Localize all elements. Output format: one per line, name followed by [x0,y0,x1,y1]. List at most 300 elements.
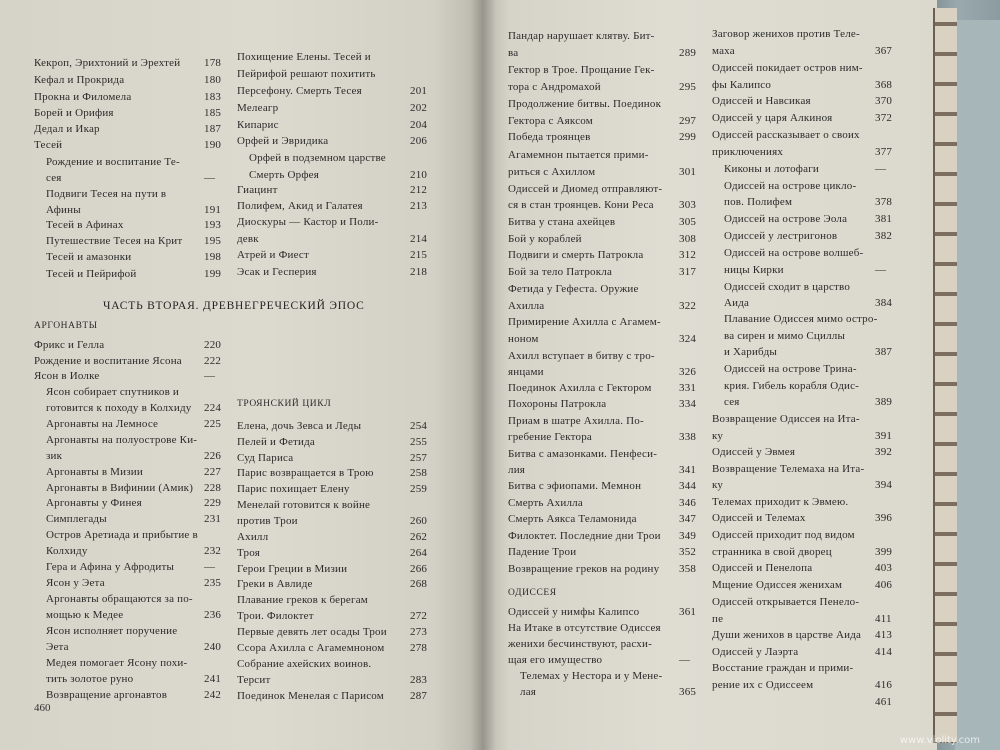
toc-entry [508,480,641,493]
toc-entry [237,200,363,213]
toc-entry-title: Одиссей у лестригонов [724,230,838,242]
toc-entry-title: Фрикс и Гелла [34,339,105,351]
toc-entry-title: Гектор в Трое. Прощание Гек- [508,64,655,76]
toc-entry [724,396,740,409]
subheading-odyssey: ОДИССЕЯ [508,588,557,598]
toc-entry-title: Тесей и амазонки [46,251,132,263]
toc-entry [237,266,317,279]
toc-entry [249,152,386,165]
toc-entry [46,609,123,622]
toc-entry [712,112,832,125]
toc-entry-title: Одиссей и Пенелопа [712,562,813,574]
toc-entry-title: Примирение Ахилла с Агамем- [508,316,661,328]
toc-entry [237,499,370,512]
toc-entry [508,530,661,543]
toc-entry [712,546,832,559]
toc-entry-title: Ясон у Эета [46,577,105,589]
toc-entry-page-number: 225 [204,418,222,430]
toc-entry-page-number: 185 [204,107,222,119]
toc-entry-title: Подвиги и смерть Патрокла [508,249,644,261]
toc-entry-page-number: 260 [410,515,428,527]
toc-entry-title: Прокна и Филомела [34,91,132,103]
toc-entry [724,313,877,326]
subheading-argonauts: АРГОНАВТЫ [34,321,98,331]
toc-entry-title: Одиссей приходит под видом [712,529,855,541]
toc-entry-page-number: 322 [679,300,697,312]
toc-entry [508,333,539,346]
toc-entry-page-number: 195 [204,235,222,247]
toc-entry [508,431,592,444]
toc-entry-title: Елена, дочь Зевса и Леды [237,420,362,432]
toc-entry-page-number: 361 [679,606,697,618]
toc-entry [508,606,639,619]
section-heading: ЧАСТЬ ВТОРАЯ. ДРЕВНЕГРЕЧЕСКИЙ ЭПОС [103,300,365,312]
toc-entry-title: тора с Андромахой [508,81,601,93]
toc-entry-title: Атрей и Фиест [237,249,310,261]
toc-entry-title: Путешествие Тесея на Крит [46,235,183,247]
toc-entry-title: Греки в Авлиде [237,578,313,590]
toc-entry-title: Восстание граждан и прими- [712,662,854,674]
toc-entry-page-number: 372 [875,112,893,124]
toc-entry-page-number: 232 [204,545,222,557]
toc-entry [508,464,525,477]
toc-entry-title: Гера и Афина у Афродиты [46,561,175,573]
toc-entry-page-number: 326 [679,366,697,378]
toc-entry [34,107,114,120]
toc-entry [237,547,260,560]
toc-entry-page-number: 289 [679,47,697,59]
toc-entry-title: Души женихов в царстве Аида [712,629,862,641]
toc-entry-page-number: 403 [875,562,893,574]
toc-entry [508,654,602,667]
toc-entry [237,233,259,246]
toc-entry [508,316,661,329]
toc-entry-page-number: 201 [410,85,428,97]
toc-entry-title: зик [46,450,63,462]
toc-entry [712,28,860,41]
toc-entry-page-number: 396 [875,512,893,524]
toc-entry [508,249,643,262]
toc-entry [46,434,197,447]
toc-entry-page-number: — [204,172,216,184]
toc-entry-page-number: 308 [679,233,697,245]
toc-entry-title: Диоскуры — Кастор и Поли- [237,216,379,228]
toc-entry-title: сея [724,396,740,408]
toc-entry [724,180,856,193]
toc-entry [712,146,783,159]
page-number: 460 [34,702,51,714]
toc-entry [712,679,813,692]
toc-entry [724,247,863,260]
toc-entry-title: Персефону. Смерть Тесея [237,85,362,97]
toc-entry-title: Кефал и Прокрида [34,74,125,86]
toc-entry-title: Победа троянцев [508,131,591,143]
toc-entry [237,184,278,197]
toc-entry [712,646,798,659]
subheading-trojan-cycle: ТРОЯНСКИЙ ЦИКЛ [237,399,332,409]
toc-entry-title: лия [508,464,526,476]
toc-entry-title: Одиссей и Навсикая [712,95,811,107]
toc-entry-page-number: 338 [679,431,697,443]
toc-entry-title: Терсит [237,674,271,686]
toc-entry [237,249,309,262]
toc-entry-title: маха [712,45,735,57]
toc-entry [712,562,812,575]
toc-entry [724,213,847,226]
toc-entry-title: Падение Трои [508,546,577,558]
toc-entry-title: гребение Гектора [508,431,592,443]
toc-entry [237,578,313,591]
toc-entry-title: Приам в шатре Ахилла. По- [508,415,644,427]
toc-entry-page-number: 283 [410,674,428,686]
toc-entry-title: против Трои [237,515,298,527]
toc-entry-page-number: 406 [875,579,893,591]
toc-entry [46,402,191,415]
toc-entry-page-number: 198 [204,251,222,263]
toc-entry-title: Одиссей открывается Пенело- [712,596,860,608]
toc-entry [237,452,293,465]
toc-entry-page-number: 347 [679,513,697,525]
toc-entry [46,268,136,281]
toc-entry-page-number: 370 [875,95,893,107]
toc-entry [237,515,298,528]
toc-entry [508,382,652,395]
toc-entry-page-number: 190 [204,139,222,151]
toc-entry-title: Агамемнон пытается прими- [508,149,649,161]
toc-entry [724,363,857,376]
toc-entry-title: ва сирен и мимо Сциллы [724,330,846,342]
toc-entry [46,466,143,479]
toc-entry-page-number: 236 [204,609,222,621]
toc-entry [34,139,62,152]
toc-entry [46,641,69,654]
toc-entry [508,98,661,111]
toc-entry-title: Одиссей у Лаэрта [712,646,799,658]
toc-entry-title: Аида [724,297,750,309]
toc-entry-title: Одиссей на острове волшеб- [724,247,864,259]
toc-entry-title: Одиссей у нимфы Калипсо [508,606,640,618]
toc-entry-title: Плавание греков к берегам [237,594,368,606]
toc-entry-page-number: 222 [204,355,222,367]
toc-entry [724,264,784,277]
toc-entry [712,629,861,642]
toc-entry-page-number: 214 [410,233,428,245]
toc-entry-page-number: 399 [875,546,893,558]
toc-entry-title: Одиссей рассказывает о своих [712,129,860,141]
toc-entry-title: Суд Париса [237,452,294,464]
toc-entry-title: Заговор женихов против Теле- [712,28,860,40]
toc-entry [712,496,848,509]
toc-entry-title: Эсак и Гесперия [237,266,317,278]
toc-entry-page-number: 392 [875,446,893,458]
toc-entry [712,45,735,58]
toc-entry-title: Аргонавты обращаются за по- [46,593,193,605]
toc-entry [724,196,792,209]
toc-entry [237,135,328,148]
toc-entry-page-number: 242 [204,689,222,701]
toc-entry [237,119,279,132]
toc-entry-page-number: 414 [875,646,893,658]
toc-entry-title: Одиссей у царя Алкиноя [712,112,833,124]
toc-entry [724,230,837,243]
toc-entry-page-number: 224 [204,402,222,414]
toc-entry [237,436,315,449]
toc-entry-title: приключениях [712,146,784,158]
toc-entry-title: Одиссей покидает остров ним- [712,62,863,74]
toc-entry-title: сея [46,172,62,184]
toc-entry-title: ницы Кирки [724,264,784,276]
toc-entry-page-number: 312 [679,249,697,261]
toc-entry [712,430,723,443]
toc-entry-page-number: 210 [410,169,428,181]
toc-entry-title: Полифем, Акид и Галатея [237,200,363,212]
toc-entry-page-number: 255 [410,436,428,448]
toc-entry-page-number: 268 [410,578,428,590]
toc-entry-page-number: 206 [410,135,428,147]
background-book-edge [955,20,1000,750]
toc-entry [46,689,167,702]
toc-entry-page-number: 254 [410,420,428,432]
toc-entry [237,531,268,544]
toc-entry-page-number: 231 [204,513,222,525]
toc-entry-title: Одиссей на острове цикло- [724,180,857,192]
toc-entry-title: Мелеагр [237,102,279,114]
toc-entry [46,418,158,431]
toc-entry-page-number: 391 [875,430,893,442]
toc-entry [508,64,655,77]
toc-entry-page-number: 235 [204,577,222,589]
toc-entry-title: Телемах приходит к Эвмею. [712,496,849,508]
toc-entry [34,91,131,104]
toc-entry-page-number: — [679,654,691,666]
toc-entry [724,163,819,176]
toc-entry-page-number: 264 [410,547,428,559]
left-page [0,0,482,750]
toc-entry [712,95,811,108]
toc-entry-title: рение их с Одиссеем [712,679,814,691]
toc-entry-title: ноном [508,333,539,345]
toc-entry-title: Орфей и Эвридика [237,135,329,147]
toc-entry-title: Возвращение Одиссея на Ита- [712,413,860,425]
watermark: www.violity.com [899,735,980,746]
toc-entry-page-number: 324 [679,333,697,345]
toc-entry [724,297,749,310]
toc-entry [508,233,582,246]
toc-entry [712,479,723,492]
toc-entry [46,593,193,606]
toc-entry-page-number: 226 [204,450,222,462]
toc-entry [724,380,859,393]
toc-entry [46,219,124,232]
toc-entry [46,204,81,217]
toc-entry-page-number: 228 [204,482,222,494]
toc-entry-title: готовится к походу в Колхиду [46,402,192,414]
toc-entry-page-number: 344 [679,480,697,492]
toc-entry-page-number: 191 [204,204,222,216]
toc-entry-title: Ахилла [508,300,545,312]
toc-entry-title: Тесей и Пейрифой [46,268,137,280]
toc-entry-title: Возвращение греков на родину [508,563,660,575]
toc-entry [712,446,795,459]
toc-entry-title: Ясон в Иолке [34,370,100,382]
toc-entry-page-number: 278 [410,642,428,654]
toc-entry-page-number: 213 [410,200,428,212]
toc-entry-title: Битва у стана ахейцев [508,216,616,228]
toc-entry-title: Возвращение Телемаха на Ита- [712,463,865,475]
toc-entry-title: Кипарис [237,119,279,131]
toc-entry [508,563,659,576]
toc-entry-page-number: 295 [679,81,697,93]
toc-entry-title: Аргонавты на полуострове Ки- [46,434,198,446]
book-gutter [470,0,496,750]
toc-entry-title: Одиссей и Диомед отправляют- [508,183,663,195]
toc-entry [34,370,99,383]
toc-entry [46,529,198,542]
toc-entry [34,74,124,87]
toc-entry-title: ку [712,430,724,442]
toc-entry [46,386,179,399]
toc-entry-title: Киконы и лотофаги [724,163,819,175]
toc-entry [46,235,182,248]
toc-entry-page-number: 204 [410,119,428,131]
toc-entry [237,690,384,703]
toc-entry-title: Смерть Орфея [249,169,320,181]
toc-entry [724,346,777,359]
toc-entry-title: крия. Гибель корабля Одис- [724,380,860,392]
toc-entry-title: тить золотое руно [46,673,134,685]
toc-entry [508,513,637,526]
toc-entry-title: Подвиги Тесея на пути в [46,188,167,200]
toc-entry-page-number: 349 [679,530,697,542]
toc-entry-title: Аргонавты у Финея [46,497,142,509]
toc-entry-title: ку [712,479,724,491]
toc-entry-page-number: 341 [679,464,697,476]
toc-entry-title: Аргонавты в Мизии [46,466,143,478]
toc-entry-title: Орфей в подземном царстве [249,152,386,164]
toc-entry-title: Битва с амазонками. Пенфеси- [508,448,658,460]
toc-entry [712,512,806,525]
toc-entry [712,62,863,75]
toc-entry [508,131,591,144]
toc-entry [508,149,649,162]
toc-entry-title: янцами [508,366,544,378]
toc-entry [34,339,104,352]
toc-entry-title: Афины [46,204,81,216]
toc-entry-page-number: 215 [410,249,428,261]
toc-entry-page-number: 258 [410,467,428,479]
toc-entry-page-number: 259 [410,483,428,495]
toc-entry-title: Колхиду [46,545,88,557]
toc-entry-page-number: 382 [875,230,893,242]
toc-entry-title: Плавание Одиссея мимо остро- [724,313,878,325]
toc-entry-title: Смерть Ахилла [508,497,583,509]
toc-entry-title: Аргонавты на Лемносе [46,418,159,430]
toc-entry-title: фы Калипсо [712,79,772,91]
toc-entry-title: Эета [46,641,69,653]
toc-entry-title: Пейрифой решают похитить [237,68,376,80]
toc-entry-page-number: 389 [875,396,893,408]
toc-entry-title: Первые девять лет осады Трои [237,626,387,638]
toc-entry [508,497,583,510]
toc-entry-page-number: 378 [875,196,893,208]
toc-entry [508,81,601,94]
toc-entry [712,579,842,592]
toc-entry [508,448,657,461]
toc-entry [508,216,615,229]
toc-entry [712,613,723,626]
toc-entry [237,420,361,433]
toc-entry-title: Герои Греции в Мизии [237,563,348,575]
toc-entry [237,483,350,496]
toc-entry-page-number: 202 [410,102,428,114]
toc-entry-page-number: 266 [410,563,428,575]
toc-entry [508,546,576,559]
toc-entry-title: Фетида у Гефеста. Оружие [508,283,639,295]
toc-entry-page-number: 346 [679,497,697,509]
toc-entry-title: щая его имущество [508,654,603,666]
toc-entry-page-number: — [875,264,887,276]
toc-entry [508,350,655,363]
toc-entry [724,330,845,343]
toc-entry [46,450,62,463]
toc-entry-title: Парис похищает Елену [237,483,350,495]
toc-entry-title: Поединок Менелая с Парисом [237,690,384,702]
toc-entry-title: Аргонавты в Вифинии (Амик) [46,482,194,494]
toc-entry-page-number: — [875,163,887,175]
toc-entry [237,85,362,98]
toc-entry-page-number: 212 [410,184,428,196]
toc-entry [34,355,182,368]
toc-entry [237,642,384,655]
toc-entry [508,47,518,60]
toc-entry-title: мощью к Медее [46,609,124,621]
toc-entry-page-number: 272 [410,610,428,622]
toc-entry-page-number: 180 [204,74,222,86]
toc-entry-title: пе [712,613,724,625]
toc-entry-title: пов. Полифем [724,196,793,208]
toc-entry-title: Одиссей и Телемах [712,512,806,524]
toc-entry [237,674,270,687]
toc-entry [508,183,662,196]
toc-entry-title: странника в свой дворец [712,546,832,558]
toc-entry [34,57,180,70]
toc-entry-page-number: 461 [875,696,893,708]
toc-entry-title: лая [520,686,537,698]
toc-entry [237,467,374,480]
toc-entry-title: Ахилл вступает в битву с тро- [508,350,655,362]
toc-entry-title: Пелей и Фетида [237,436,316,448]
toc-entry [237,626,387,639]
toc-entry-title: Дедал и Икар [34,123,100,135]
toc-entry-page-number: 297 [679,115,697,127]
toc-entry-page-number: 227 [204,466,222,478]
toc-entry-page-number: 262 [410,531,428,543]
toc-entry-page-number: — [204,561,216,573]
toc-entry-title: Остров Аретиада и прибытие в [46,529,198,541]
toc-entry-page-number: 241 [204,673,222,685]
toc-entry [46,657,187,670]
toc-entry-title: Симплегады [46,513,107,525]
toc-entry-title: Парис возвращается в Трою [237,467,374,479]
toc-entry-title: женихи бесчинствуют, расхи- [508,638,652,650]
toc-entry-page-number: 287 [410,690,428,702]
toc-entry-title: Ясон исполняет поручение [46,625,178,637]
toc-entry [46,156,180,169]
toc-entry-title: Телемах у Нестора и у Мене- [520,670,663,682]
toc-entry-title: На Итаке в отсутствие Одиссея [508,622,661,634]
toc-entry [237,610,314,623]
decorated-book-edge [933,8,957,743]
